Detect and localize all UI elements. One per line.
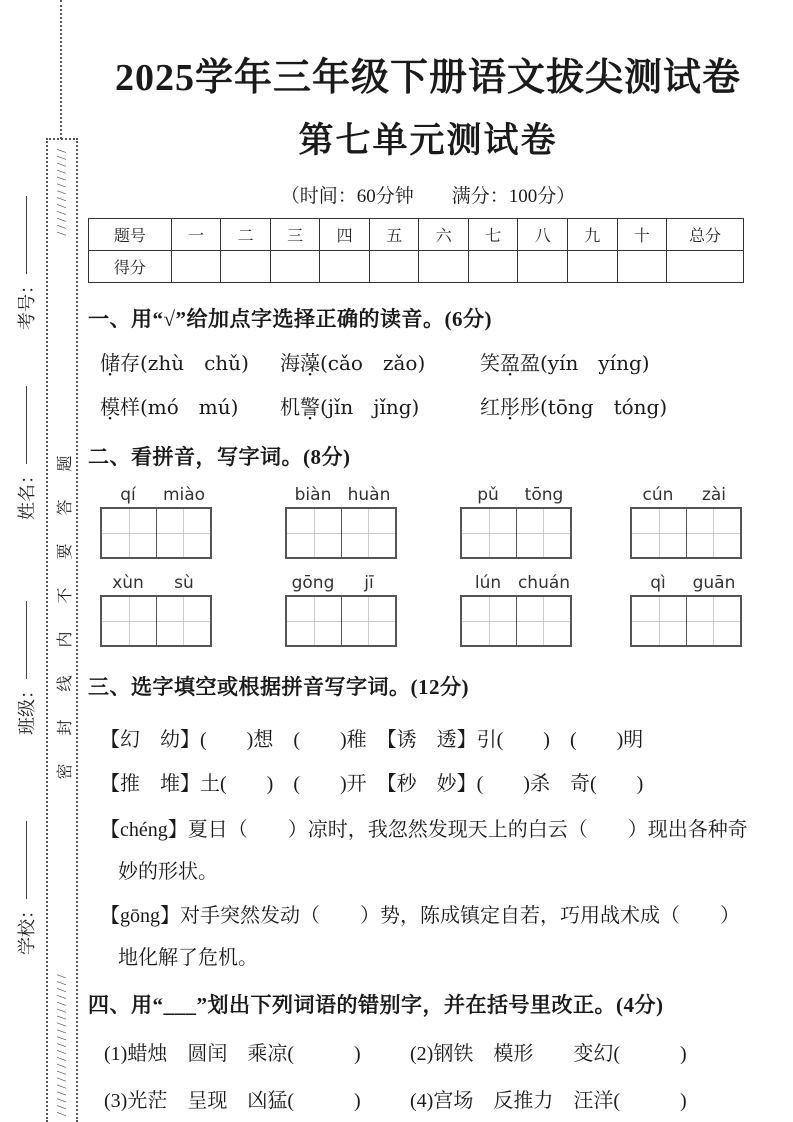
header-question-number: 题号 (89, 219, 172, 251)
score-table-score-row (89, 251, 744, 283)
header-q5: 五 (369, 219, 419, 251)
name-text: 姓名： (17, 466, 37, 520)
class-text: 班级： (17, 681, 37, 735)
word-pre: 海 (280, 353, 300, 375)
header-total: 总分 (667, 219, 744, 251)
error-word-group: (2)钢铁 模形 变幻( ) (410, 1043, 687, 1065)
header-q9: 九 (568, 219, 618, 251)
grid-cell (462, 509, 516, 557)
header-q4: 四 (320, 219, 370, 251)
grid-cell (341, 597, 396, 645)
pinyin-syllable: pǔ (477, 485, 499, 505)
score-cell (568, 251, 618, 283)
grid-cell (462, 597, 516, 645)
seal-line-text (49, 140, 77, 1122)
pron-item (100, 350, 280, 377)
grid-cell (287, 597, 341, 645)
score-cell-total (667, 251, 744, 283)
section3-line1: 【幻 幼】( )想 ( )稚 【诱 透】引( ) ( )明 (100, 729, 644, 751)
exam-number-label (13, 160, 39, 330)
seal-line-strip (46, 138, 78, 1122)
school-label (13, 785, 39, 955)
pinyin-label (460, 573, 572, 593)
pinyin-syllable: cún (642, 485, 674, 505)
grid-cell (341, 509, 396, 557)
grid-cell (156, 597, 211, 645)
word-post: 彤 (520, 397, 540, 419)
section1-row2 (88, 394, 768, 421)
writing-grid-row2 (88, 595, 768, 647)
pinyin-syllable: miào (162, 485, 206, 505)
pron-item (480, 350, 768, 377)
section4-row2 (88, 1084, 768, 1113)
score-cell (617, 251, 667, 283)
dotted-char: 盈 (500, 353, 520, 375)
pinyin-syllable: lún (474, 573, 502, 593)
score-cell (518, 251, 568, 283)
score-cell (171, 251, 221, 283)
error-word-group: (1)蜡烛 圆闰 乘凉( ) (104, 1043, 361, 1065)
header-q6: 六 (419, 219, 469, 251)
pinyin-syllable: huàn (347, 485, 391, 505)
score-cell (221, 251, 271, 283)
word-pre: 红 (480, 397, 500, 419)
pron-item (280, 394, 480, 421)
page-title: 2025学年三年级下册语文拔尖测试卷 (114, 57, 741, 99)
pron-item (100, 394, 280, 421)
seal-line-caption: 密封线内不要答题 (56, 427, 74, 780)
section4-heading: 四、用“___”划出下列词语的错别字，并在括号里改正。(4分) (88, 993, 664, 1017)
dotted-char: 警 (300, 397, 320, 419)
writing-grid-box (460, 507, 572, 559)
pinyin-syllable: tōng (524, 485, 564, 505)
unit-title: 第七单元测试卷 (298, 121, 558, 160)
header-q3: 三 (270, 219, 320, 251)
score-cell (419, 251, 469, 283)
grid-cell (156, 509, 211, 557)
section4-row1 (88, 1037, 768, 1066)
pinyin-syllable: chuán (517, 573, 571, 593)
writing-grid-box (285, 595, 397, 647)
score-cell (369, 251, 419, 283)
header-q2: 二 (221, 219, 271, 251)
pinyin-syllable: guān (692, 573, 736, 593)
pinyin-syllable: jī (364, 573, 374, 593)
exam-number-text: 考号： (17, 276, 37, 330)
pinyin-options: (tōng tóng) (540, 395, 668, 419)
dotted-char: 模 (100, 397, 120, 419)
score-cell (270, 251, 320, 283)
pinyin-options: (yín yíng) (540, 351, 650, 375)
pinyin-label-row1 (88, 485, 768, 505)
section1-row1 (88, 350, 768, 377)
seal-top-dotted-line (60, 0, 63, 139)
writing-grid-box (460, 595, 572, 647)
pinyin-syllable: sù (174, 573, 194, 593)
grid-cell (102, 597, 156, 645)
pinyin-syllable: qì (650, 573, 666, 593)
writing-grid-box (285, 507, 397, 559)
section3-line2: 【推 堆】土( ) ( )开 【秒 妙】( )杀 奇( ) (100, 773, 644, 795)
score-row-label: 得分 (89, 251, 172, 283)
grid-cell (516, 509, 571, 557)
writing-grid-box (630, 595, 742, 647)
pinyin-label (100, 485, 212, 505)
word-post: 存 (120, 353, 140, 375)
grid-cell (287, 509, 341, 557)
section1-heading: 一、用“√”给加点字选择正确的读音。(6分) (88, 307, 493, 331)
word-post: 样 (120, 397, 140, 419)
pinyin-label-row2 (88, 573, 768, 593)
error-word-group: (3)光茫 呈现 凶猛( ) (104, 1090, 361, 1112)
time-score-subtitle: （时间：60分钟 满分：100分） (280, 186, 576, 207)
pinyin-label (285, 485, 397, 505)
pinyin-label (100, 573, 212, 593)
score-table (88, 218, 744, 283)
class-label (13, 565, 39, 735)
section3-cheng-sentence: 【chéng】夏日（ ）凉时，我忽然发现天上的白云（ ）现出各种奇 (100, 819, 748, 841)
section3-gong-sentence: 【gōng】对手突然发动（ ）势，陈成镇定自若，巧用战术成（ ） (100, 905, 740, 927)
class-blank (25, 601, 27, 679)
section3-gong-continuation: 地化解了危机。 (118, 947, 258, 969)
section3-cheng-continuation: 妙的形状。 (118, 861, 218, 883)
dotted-char: 储 (100, 353, 120, 375)
pinyin-label (630, 485, 742, 505)
seal-slashes-bottom: ///////////////////// (55, 971, 70, 1116)
pinyin-options: (jǐn jǐng) (320, 395, 420, 419)
school-text: 学校： (17, 901, 37, 955)
dotted-char: 彤 (500, 397, 520, 419)
grid-cell (102, 509, 156, 557)
word-post: 盈 (520, 353, 540, 375)
name-blank (25, 386, 27, 464)
pron-item (280, 350, 480, 377)
header-q10: 十 (617, 219, 667, 251)
pinyin-syllable: zài (701, 485, 727, 505)
writing-grid-row1 (88, 507, 768, 559)
exam-number-blank (25, 196, 27, 274)
grid-cell (632, 509, 686, 557)
pinyin-syllable: xùn (112, 573, 144, 593)
pinyin-label (285, 573, 397, 593)
score-cell (320, 251, 370, 283)
section3-heading: 三、选字填空或根据拼音写字词。(12分) (88, 675, 469, 699)
writing-grid-box (100, 595, 212, 647)
header-q7: 七 (468, 219, 518, 251)
grid-cell (686, 509, 741, 557)
pinyin-options: (zhù chǔ) (140, 351, 249, 375)
pinyin-options: (cǎo zǎo) (320, 351, 426, 375)
section2-heading: 二、看拼音，写字词。(8分) (88, 445, 351, 469)
pinyin-syllable: qí (120, 485, 136, 505)
school-blank (25, 821, 27, 899)
dotted-char: 藻 (300, 353, 320, 375)
seal-slashes-top: ///////////// (55, 146, 70, 236)
pron-item (480, 394, 768, 421)
grid-cell (632, 597, 686, 645)
grid-cell (686, 597, 741, 645)
pinyin-syllable: gōng (291, 573, 335, 593)
header-q8: 八 (518, 219, 568, 251)
pinyin-label (460, 485, 572, 505)
writing-grid-box (630, 507, 742, 559)
name-label (13, 350, 39, 520)
word-pre: 机 (280, 397, 300, 419)
pinyin-options: (mó mú) (140, 395, 239, 419)
score-cell (468, 251, 518, 283)
score-table-header-row (89, 219, 744, 251)
pinyin-syllable: biàn (294, 485, 332, 505)
main-content (88, 40, 768, 1113)
error-word-group: (4)宫场 反推力 汪洋( ) (410, 1090, 687, 1112)
writing-grid-box (100, 507, 212, 559)
header-q1: 一 (171, 219, 221, 251)
pinyin-label (630, 573, 742, 593)
grid-cell (516, 597, 571, 645)
word-pre: 笑 (480, 353, 500, 375)
